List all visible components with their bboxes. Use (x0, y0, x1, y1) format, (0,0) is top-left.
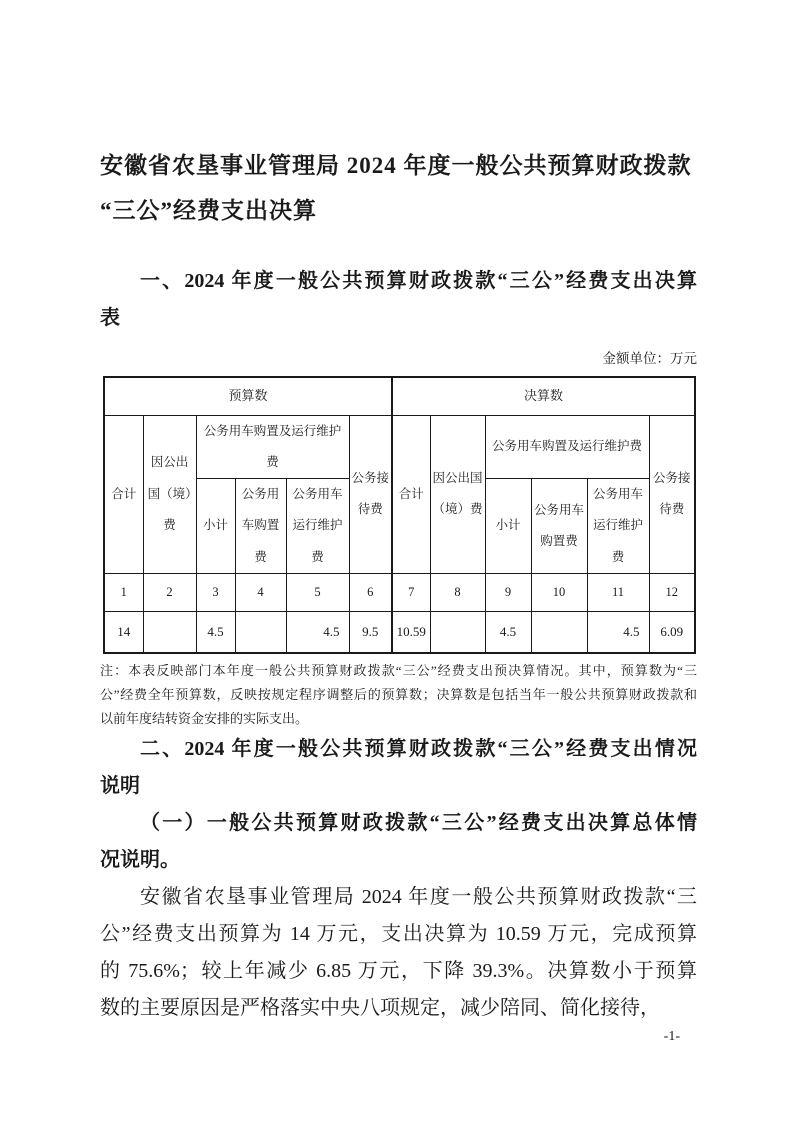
col-num-10: 10 (531, 573, 587, 611)
document-title-line-2: “三公”经费支出决算 (100, 198, 317, 223)
th-budget-maintenance: 公务用车运行维护费 (286, 479, 349, 574)
section2-sub-heading-line-2: 况说明。 (100, 849, 180, 872)
th-budget-group: 预算数 (104, 377, 392, 415)
section2-sub-heading-line-1: （一）一般公共预算财政拨款“三公”经费支出决算总体情 (140, 812, 697, 835)
section1-heading (100, 263, 697, 337)
page-number: -1- (663, 1029, 680, 1045)
amount-unit-label: 金额单位：万元 (602, 351, 697, 366)
col-num-1: 1 (104, 573, 143, 611)
value-final-total: 10.59 (392, 611, 430, 653)
col-num-5: 5 (286, 573, 349, 611)
column-number-row (104, 573, 695, 611)
col-num-3: 3 (196, 573, 235, 611)
th-final-purchase: 公务用车购置费 (531, 479, 587, 574)
section2-paragraph-line-2: 公”经费支出预算为 14 万元，支出决算为 10.59 万元，完成预算 (100, 923, 697, 946)
th-budget-purchase: 公务用车购置费 (235, 479, 286, 574)
col-num-9: 9 (485, 573, 531, 611)
value-budget-total: 14 (104, 611, 143, 653)
value-final-maintenance: 4.5 (587, 611, 649, 653)
value-final-abroad (430, 611, 485, 653)
th-final-subtotal: 小计 (485, 479, 531, 574)
th-final-maintenance: 公务用车运行维护费 (587, 479, 649, 574)
table-note (100, 659, 697, 731)
section2-heading (100, 731, 697, 805)
th-final-reception: 公务接待费 (649, 415, 695, 573)
col-num-7: 7 (392, 573, 430, 611)
section2-sub-heading (100, 805, 697, 879)
value-budget-subtotal: 4.5 (196, 611, 235, 653)
value-budget-maintenance: 4.5 (286, 611, 349, 653)
section1-heading-line-1: 一、2024 年度一般公共预算财政拨款“三公”经费支出决算 (140, 270, 697, 292)
th-budget-vehicle-group: 公务用车购置及运行维护费 (196, 415, 349, 479)
section2-paragraph-line-4: 数的主要原因是严格落实中央八项规定，减少陪同、简化接待， (100, 997, 660, 1020)
col-num-4: 4 (235, 573, 286, 611)
value-budget-abroad (143, 611, 196, 653)
document-title-line-1: 安徽省农垦事业管理局 2024 年度一般公共预算财政拨款 (100, 153, 692, 178)
th-final-abroad: 因公出国（境）费 (430, 415, 485, 573)
th-final-vehicle-group: 公务用车购置及运行维护费 (485, 415, 649, 479)
col-num-11: 11 (587, 573, 649, 611)
value-final-reception: 6.09 (649, 611, 695, 653)
section1-heading-line-2: 表 (100, 307, 120, 329)
value-row (104, 611, 695, 653)
col-num-6: 6 (349, 573, 392, 611)
col-num-8: 8 (430, 573, 485, 611)
th-budget-total: 合计 (104, 415, 143, 573)
table-note-line-2: 公”经费全年预算数，反映按规定程序调整后的预算数；决算数是包括当年一般公共预算财政拨款和 (100, 687, 697, 703)
th-budget-abroad: 因公出国（境）费 (143, 415, 196, 573)
col-num-12: 12 (649, 573, 695, 611)
table-note-line-3: 以前年度结转资金安排的实际支出。 (100, 711, 309, 727)
th-final-group: 决算数 (392, 377, 695, 415)
section2-heading-line-1: 二、2024 年度一般公共预算财政拨款“三公”经费支出情况 (140, 738, 697, 761)
section2-paragraph-line-1: 安徽省农垦事业管理局 2024 年度一般公共预算财政拨款“三 (140, 886, 697, 909)
th-budget-reception: 公务接待费 (349, 415, 392, 573)
value-final-purchase (531, 611, 587, 653)
col-num-2: 2 (143, 573, 196, 611)
value-final-subtotal: 4.5 (485, 611, 531, 653)
value-budget-purchase (235, 611, 286, 653)
table-note-line-1: 注：本表反映部门本年度一般公共预算财政拨款“三公”经费支出预决算情况。其中，预算数为“三 (100, 663, 697, 679)
document-title (100, 143, 697, 233)
section2-paragraph (100, 879, 697, 1027)
three-public-expenses-table (103, 376, 696, 654)
th-final-total: 合计 (392, 415, 430, 573)
section2-paragraph-line-3: 的 75.6%；较上年减少 6.85 万元，下降 39.3%。决算数小于预算 (100, 960, 697, 983)
section2-heading-line-2: 说明 (100, 775, 140, 798)
value-budget-reception: 9.5 (349, 611, 392, 653)
th-budget-subtotal: 小计 (196, 479, 235, 574)
